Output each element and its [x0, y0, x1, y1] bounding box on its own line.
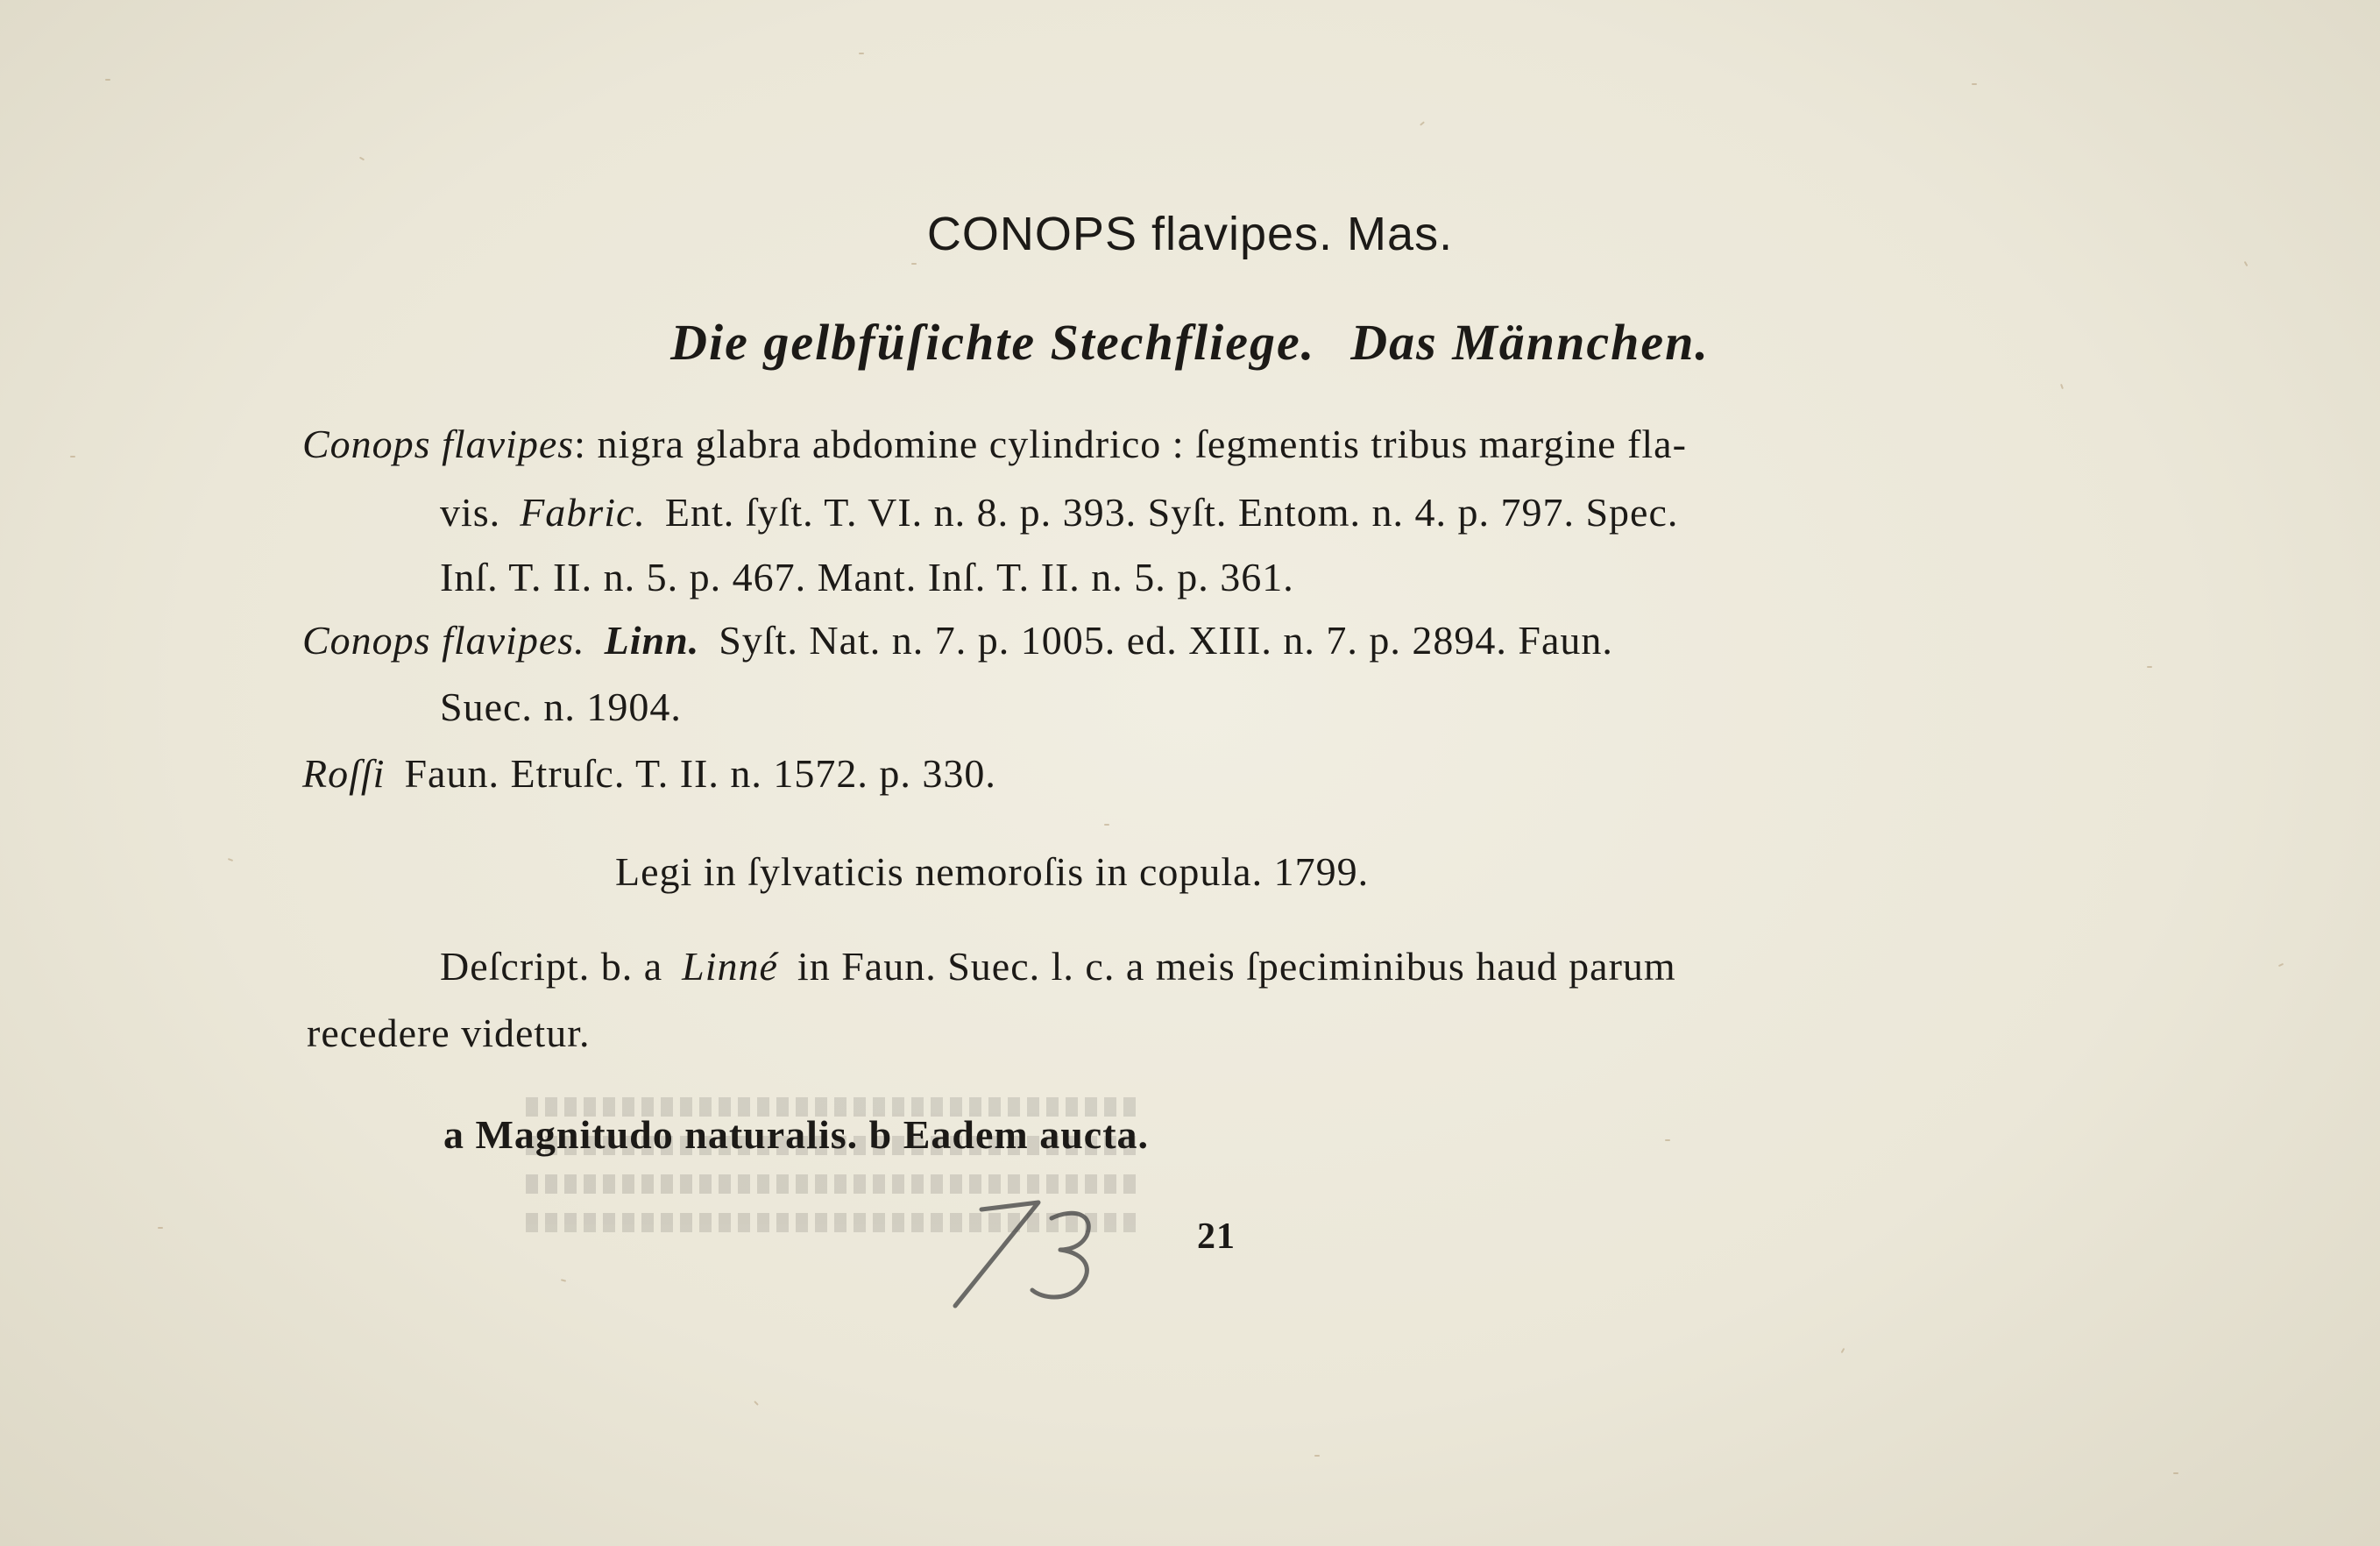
reference-1-species-name: Conops flavipes — [302, 422, 575, 466]
reference-3 — [302, 751, 996, 796]
reference-1-line-1 — [302, 424, 1687, 465]
subtitle-german-name: Die gelbfüſichte Stechfliege. — [670, 314, 1316, 371]
reference-3-author: Roſſi — [302, 751, 386, 796]
reference-1-line-2-start: vis. — [440, 490, 501, 535]
figure-legend: a Magnitudo naturalis. b Eadem aucta. — [443, 1112, 1150, 1157]
page-number: 21 — [1197, 1216, 1236, 1257]
reference-3-citation: Faun. Etruſc. T. II. n. 1572. p. 330. — [404, 751, 996, 796]
reference-2-line-2: Suec. n. 1904. — [440, 684, 682, 729]
reference-1-line-2 — [440, 490, 1679, 535]
pencil-note-73 — [920, 1192, 1148, 1315]
collection-note: Legi in ſylvaticis nemoroſis in copula. 1799. — [615, 849, 1370, 894]
reference-2-line-1 — [302, 618, 1613, 663]
page-title: CONOPS flavipes. Mas. — [926, 208, 1454, 260]
description-rest: in Faun. Suec. l. c. a meis ſpeciminibus haud parum — [797, 944, 1676, 989]
reference-1-citation: Ent. ſyſt. T. VI. n. 8. p. 393. Syſt. Entom. n. 4. p. 797. Spec. — [664, 490, 1679, 535]
reference-1-diagnosis: : nigra glabra abdomine cylindrico : ſegmentis tribus margine fla- — [574, 422, 1687, 466]
reference-2-citation: Syſt. Nat. n. 7. p. 1005. ed. XIII. n. 7. p. 2894. Faun. — [719, 618, 1613, 663]
reference-1-author: Fabric. — [520, 490, 646, 535]
subtitle-sex: Das Männchen. — [1350, 314, 1710, 371]
page-subtitle — [0, 314, 2380, 371]
reference-2-species-name: Conops flavipes. — [302, 618, 585, 663]
description-author: Linné — [682, 944, 778, 989]
reference-1-line-3: Inſ. T. II. n. 5. p. 467. Mant. Inſ. T. II. n. 5. p. 361. — [440, 555, 1294, 599]
description-start: Deſcript. b. a — [440, 944, 663, 989]
description-line-2: recedere videtur. — [307, 1011, 591, 1055]
reference-2-author: Linn. — [604, 618, 700, 663]
description-line-1 — [440, 944, 1676, 989]
